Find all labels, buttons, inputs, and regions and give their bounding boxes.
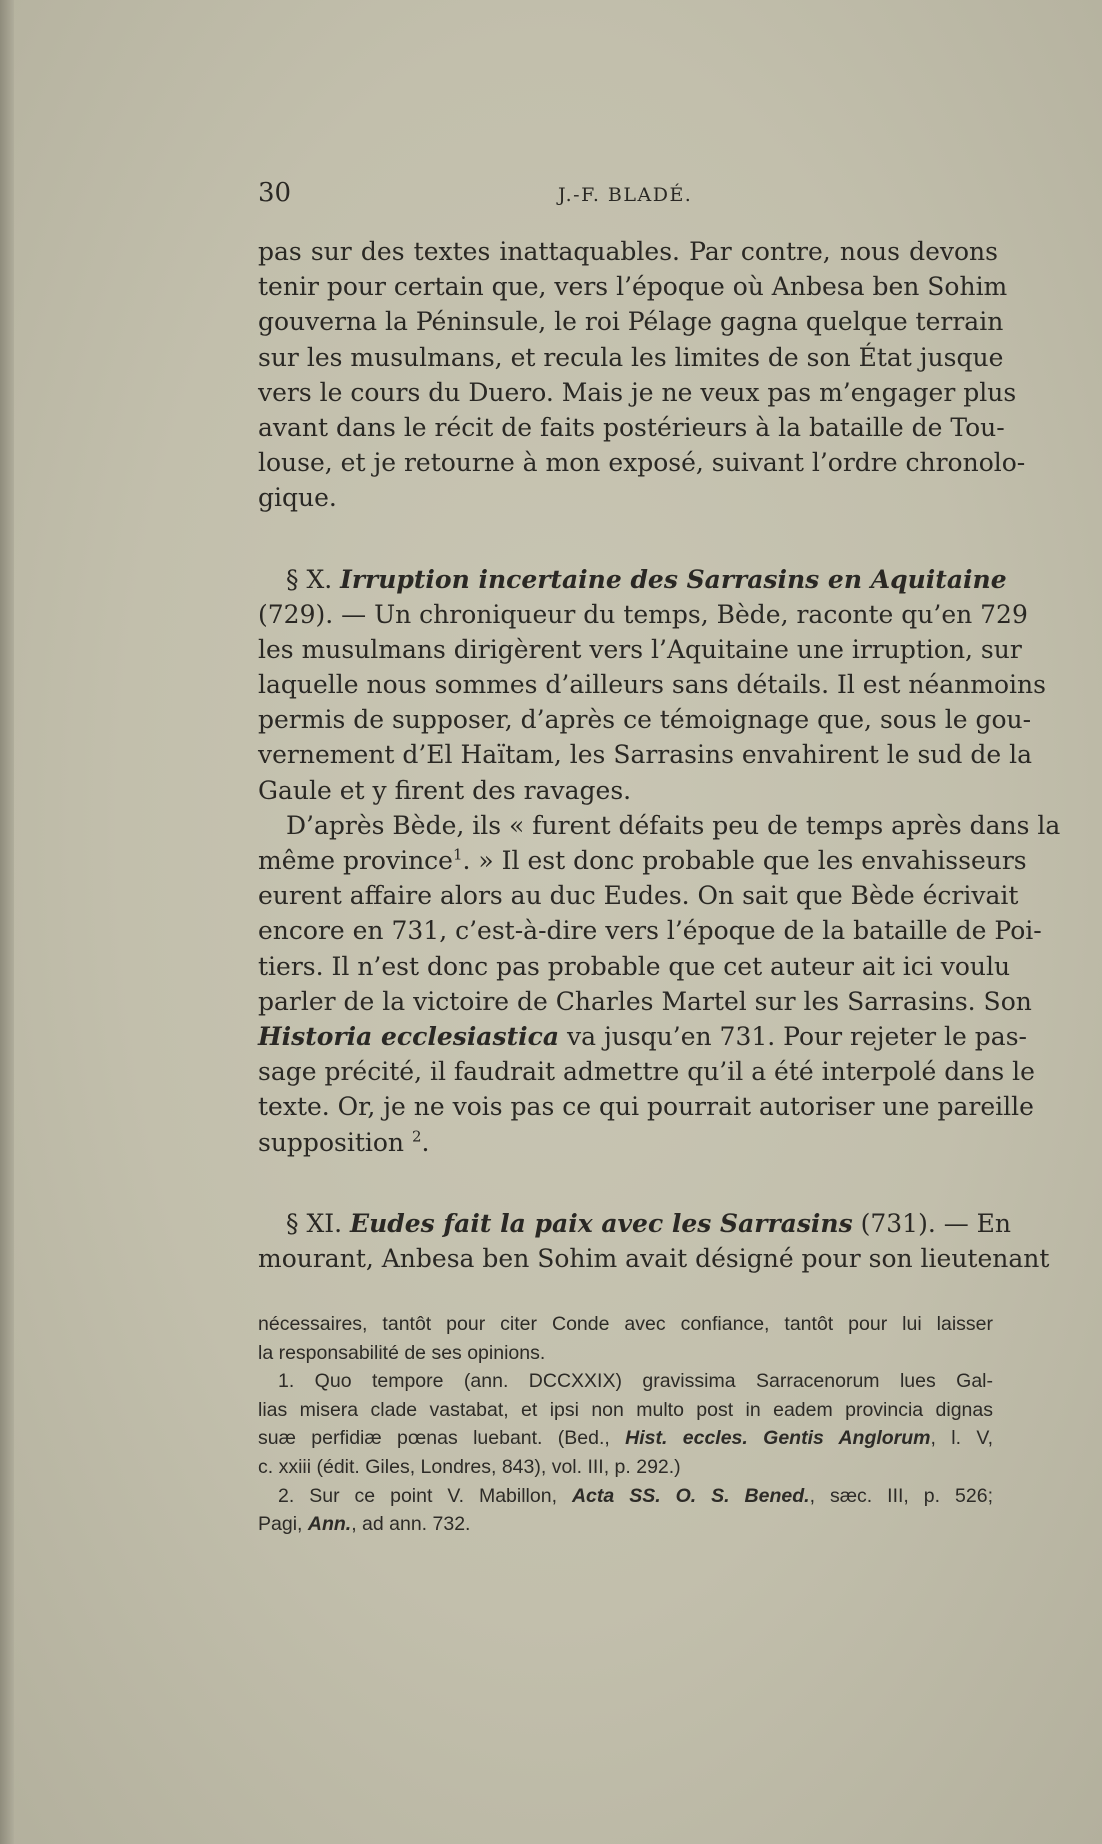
text-line: texte. Or, je ne vois pas ce qui pourrait autoriser une pareille <box>258 1092 1034 1122</box>
text-line: permis de supposer, d’après ce témoignage que, sous le gou- <box>258 705 1032 735</box>
text-span: suæ perfidiæ pœnas luebant. (Bed., <box>258 1427 626 1450</box>
footnote-line <box>258 1482 993 1511</box>
footnote-line: lias misera clade vastabat, et ipsi non multo post in eadem provincia dignas <box>258 1398 993 1421</box>
text-span: . <box>421 1127 430 1157</box>
section-heading <box>258 1206 1012 1241</box>
main-text <box>258 234 1061 1276</box>
text-line: eurent affaire alors au duc Eudes. On sait que Bède écrivait <box>258 881 1019 911</box>
text-span: même province <box>258 846 453 875</box>
paragraph-3 <box>258 808 1061 1160</box>
text-span: . » Il est donc probable que les envahisseurs <box>462 846 1027 875</box>
paragraph-1 <box>258 234 1026 516</box>
footnote-line <box>258 1510 993 1539</box>
section-mark: § X. <box>286 564 333 594</box>
footnote-line: la responsabilité de ses opinions. <box>258 1341 546 1364</box>
text-span: , l. V, <box>930 1427 993 1450</box>
text-line: vers le cours du Duero. Mais je ne veux pas m’engager plus <box>258 377 1017 407</box>
running-head: J.-F. BLADÉ. <box>558 184 693 206</box>
section-gap <box>258 1160 998 1206</box>
text-line: louse, et je retourne à mon exposé, suivant l’ordre chronolo- <box>258 448 1026 478</box>
footnote-ref-1: 1 <box>452 845 463 864</box>
section-heading <box>258 562 1007 597</box>
text-line: vernement d’El Haïtam, les Sarrasins envahirent le sud de la <box>258 740 1032 770</box>
footnote-line: c. xxiii (édit. Giles, Londres, 843), vol. III, p. 292.) <box>258 1455 681 1478</box>
text-line: D’après Bède, ils « furent défaits peu de temps après dans la <box>286 810 1061 840</box>
text-line <box>258 843 1027 878</box>
page-header <box>258 178 998 218</box>
footnote-ref-2: 2 <box>411 1127 422 1146</box>
text-line: encore en 731, c’est-à-dire vers l’époque de la bataille de Poi- <box>258 916 1042 946</box>
footnote-line: 1. Quo tempore (ann. DCCXXIX) gravissima Sarracenorum lues Gal- <box>278 1370 993 1393</box>
text-span: 2. Sur ce point V. Mabillon, <box>278 1484 572 1507</box>
citation-title: Acta SS. O. S. Bened. <box>571 1484 810 1507</box>
text-span: supposition <box>258 1127 412 1157</box>
text-line <box>258 1125 998 1160</box>
section-10 <box>258 562 1046 808</box>
text-line: gouverna la Péninsule, le roi Pélage gagna quelque terrain <box>258 307 1004 337</box>
citation-title: Hist. eccles. Gentis Anglorum <box>625 1427 931 1450</box>
text-span: Pagi, <box>258 1513 308 1536</box>
text-span: va jusqu’en 731. Pour rejeter le pas- <box>559 1021 1027 1051</box>
footnotes <box>258 1310 993 1539</box>
text-span: , sæc. III, p. 526; <box>809 1484 993 1507</box>
text-line: parler de la victoire de Charles Martel sur les Sarrasins. Son <box>258 986 1032 1016</box>
text-line: sage précité, il faudrait admettre qu’il a été interpolé dans le <box>258 1057 1035 1087</box>
citation-title: Ann. <box>307 1513 352 1536</box>
footnote-line: nécessaires, tantôt pour citer Conde avec confiance, tantôt pour lui laisser <box>258 1313 993 1335</box>
book-title: Historia ecclesiastica <box>258 1021 560 1051</box>
text-line: laquelle nous sommes d’ailleurs sans détails. Il est néanmoins <box>258 670 1046 700</box>
text-line: les musulmans dirigèrent vers l’Aquitaine une irruption, sur <box>258 634 1022 664</box>
section-title: Irruption incertaine des Sarrasins en Aquitaine <box>340 564 1007 594</box>
page-number: 30 <box>258 178 292 208</box>
text-line: sur les musulmans, et recula les limites de son État jusque <box>258 342 1004 372</box>
page-spine-shadow <box>0 0 14 1844</box>
section-mark: § XI. <box>286 1208 343 1238</box>
text-line: (729). — Un chroniqueur du temps, Bède, raconte qu’en 729 <box>258 599 1028 629</box>
section-title: Eudes fait la paix avec les Sarrasins <box>350 1208 853 1238</box>
section-11 <box>258 1206 1050 1276</box>
text-line <box>258 1019 1027 1054</box>
text-line: tenir pour certain que, vers l’époque où Anbesa ben Sohim <box>258 272 1008 302</box>
text-line: Gaule et y firent des ravages. <box>258 775 632 805</box>
section-gap <box>258 516 998 562</box>
text-line: gique. <box>258 483 337 513</box>
text-line: tiers. Il n’est donc pas probable que cet auteur ait ici voulu <box>258 951 1011 981</box>
text-span: (731). — En <box>852 1208 1012 1238</box>
text-line: pas sur des textes inattaquables. Par contre, nous devons <box>258 237 998 266</box>
footnote-line <box>258 1424 993 1453</box>
text-span: , ad ann. 732. <box>351 1513 471 1536</box>
text-line: avant dans le récit de faits postérieurs à la bataille de Tou- <box>258 412 1005 442</box>
text-line: mourant, Anbesa ben Sohim avait désigné pour son lieutenant <box>258 1243 1050 1273</box>
